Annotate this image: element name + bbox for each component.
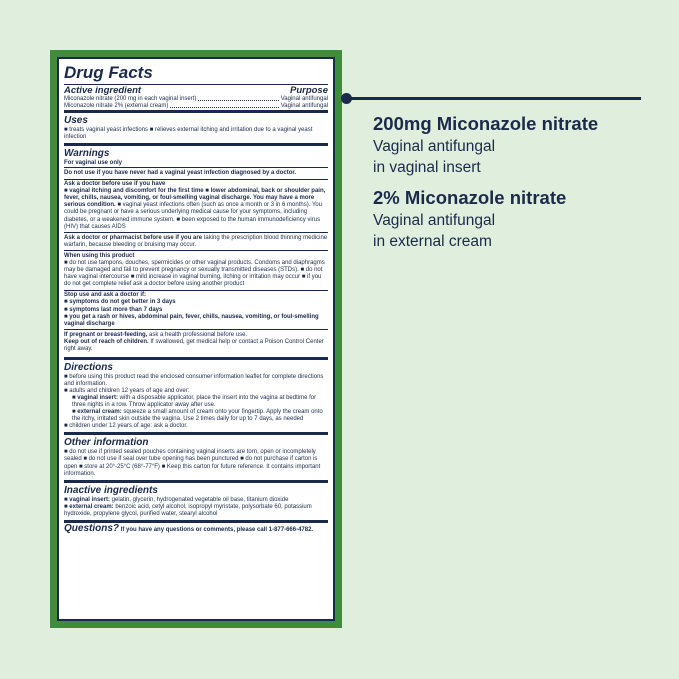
callout-heading: 200mg Miconazole nitrate <box>373 113 599 134</box>
when-using-warning: When using this product ■ do not use tampons, douches, spermicides or other vaginal products. Condoms and diaphragms may be damaged and fail to prevent pregnancy or sexually transmitted diseases (STDs). ■ do not have vaginal intercourse ■ mild increase in vaginal burning, itching or irritation may occur ■ if you do not get complete relief ask a doctor before using another product <box>64 250 328 289</box>
inactive-ingredients-title: Inactive ingredients <box>64 484 158 496</box>
callout-heading: 2% Miconazole nitrate <box>373 187 567 208</box>
questions-text: If you have any questions or comments, please call 1-877-666-4782. <box>119 527 314 534</box>
pregnancy-children-warning: If pregnant or breast-feeding, ask a health professional before use. Keep out of reach of children. If swallowed, get medical help or contact a Poison Control Center right away. <box>64 329 328 354</box>
vaginal-use-only: For vaginal use only <box>64 160 123 167</box>
active-ingredient-heading: Active ingredient <box>64 85 142 96</box>
active-ingredient-row: Miconazole nitrate 2% (external cream) Vaginal antifungal <box>64 103 328 110</box>
warnings-section <box>64 143 328 356</box>
purpose-heading: Purpose <box>289 85 328 96</box>
ask-pharmacist-warning: Ask a doctor or pharmacist before use if you are taking the prescription blood thinning medicine warfarin, because bleeding or bruising may occur. <box>64 232 328 250</box>
directions-title: Directions <box>64 361 113 373</box>
list-item: ■ symptoms do not get better in 3 days <box>64 299 176 306</box>
callout-text: in vaginal insert <box>373 159 481 176</box>
callout-text: Vaginal antifungal <box>373 138 496 155</box>
insert-callout <box>373 112 673 178</box>
uses-text: ■ treats vaginal yeast infections ■ relieves external itching and irritation due to a vaginal yeast infection <box>64 127 313 141</box>
active-ingredient-row: Miconazole nitrate (200 mg in each vaginal insert) Vaginal antifungal <box>64 96 328 102</box>
ask-doctor-warning: Ask a doctor before use if you have ■ vaginal itching and discomfort for the first time ■ lower abdominal, back or shoulder pain, fever, chills, nausea, vomiting, or foul-smelling vaginal discharge. You may have a more serious condition. ■ vaginal yeast infections often (such as once a month or 3 in 6 months). You could be pregnant or have a serious underlying medical cause for your symptoms, including diabetes, or a weakened immune system. ■ been exposed to the human immunodeficiency virus (HIV) that causes AIDS <box>64 179 328 233</box>
cream-callout <box>373 186 673 252</box>
drug-facts-title: Drug Facts <box>64 63 153 82</box>
list-item: ■ you get a rash or hives, abdominal pain, fever, chills, nausea, vomiting, or foul-smelling vaginal discharge <box>64 313 319 327</box>
callout-text: in external cream <box>373 233 492 250</box>
warnings-title: Warnings <box>64 148 110 160</box>
callout-text: Vaginal antifungal <box>373 212 496 229</box>
stop-use-warning: Stop use and ask a doctor if: ■ symptoms do not get better in 3 days ■ symptoms last more than 7 days ■ you get a rash or hives, abdominal pain, fever, chills, nausea, vomiting, or foul-smelling vaginal discharge <box>64 290 328 329</box>
do-not-use-warning: Do not use if you have never had a vaginal yeast infection diagnosed by a doctor. <box>64 167 328 178</box>
questions-section <box>64 520 328 536</box>
other-information-section: Other information ■ do not use if printed sealed pouches containing vaginal inserts are torn, open or incompletely sealed ■ do not use if seal over tube opening has been punctured ■ do not purchase if carton is open ■ store at 20°-25°C (68°-77°F) ■ Keep this carton for future reference. It contains important information. <box>64 432 328 479</box>
directions-section: Directions ■ before using this product read the enclosed consumer information leaflet for complete directions and information. ■ adults and children 12 years of age and over: ■ vaginal insert: with a disposable applicator, place the insert into the vagina at bedtime for three nights in a row. Throw applicator away after use. ■ external cream: squeeze a small amount of cream onto your fingertip. Apply the cream onto the itchy, irritated skin outside the vagina. Use 2 times daily for up to 7 days, as needed ■ children under 12 years of age: ask a doctor. <box>64 357 328 433</box>
drug-facts-label <box>57 57 335 621</box>
ingredient-callout <box>373 112 673 252</box>
other-information-title: Other information <box>64 437 149 449</box>
uses-title: Uses <box>64 115 88 127</box>
questions-title: Questions? <box>64 523 120 535</box>
uses-section <box>64 110 328 143</box>
connector-line <box>346 97 641 100</box>
active-ingredient-header <box>64 85 328 96</box>
inactive-ingredients-section: Inactive ingredients ■ vaginal insert: gelatin, glycerin, hydrogenated vegetable oil base, titanium dioxide ■ external cream: benzoic acid, cetyl alcohol, isopropyl myristate, polysorbate 60, potassium hydroxide, propylene glycol, purified water, stearyl alcohol <box>64 480 328 520</box>
product-box-panel <box>50 50 342 628</box>
list-item: ■ symptoms last more than 7 days <box>64 306 163 313</box>
